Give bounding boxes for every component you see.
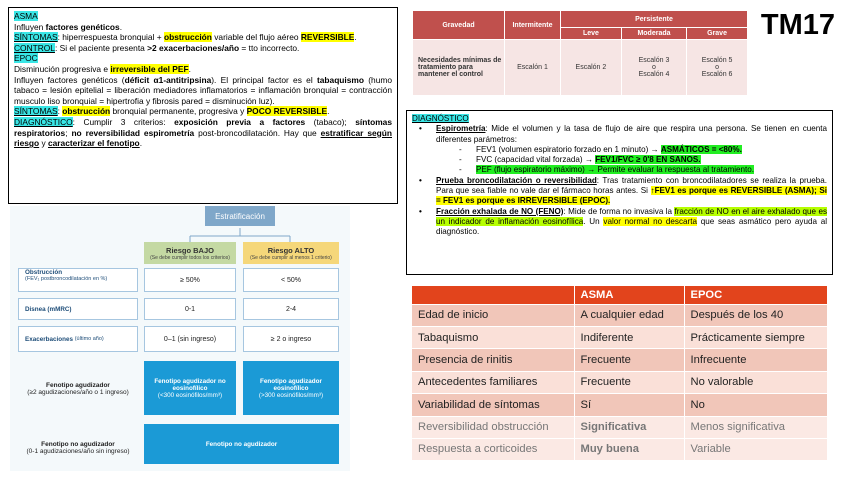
epoc-diag-g: post-broncodilatación. Hay que	[194, 127, 321, 138]
row-obstruccion-label	[18, 268, 138, 292]
epoc-sint-e: .	[327, 106, 330, 117]
table-row	[412, 371, 828, 393]
row-exacerbaciones-label	[18, 326, 138, 352]
row-exacerbaciones-low: 0–1 (sin ingreso)	[144, 326, 236, 352]
cmp-cell: Prácticamente siempre	[684, 326, 828, 348]
asma-sintomas-text2: variable del flujo aéreo	[211, 32, 301, 43]
fenotipo-eosinofilico	[243, 361, 339, 415]
gravity-moderada-2: Escalón 4	[638, 71, 670, 78]
cmp-cell: Muy buena	[574, 438, 684, 460]
risk-high-header	[243, 242, 339, 264]
row-obstruccion-low: ≥ 50%	[144, 268, 236, 292]
row-disnea-low: 0-1	[144, 298, 236, 320]
epoc-sint-a: :	[57, 106, 63, 117]
pef-highlight: → Permite evaluar la respuesta al tratamiento.	[584, 165, 755, 175]
page-tag: TM17	[760, 9, 836, 41]
cmp-header-epoc: EPOC	[684, 286, 828, 304]
gravity-header-persistente: Persistente	[561, 11, 748, 28]
gravity-intermitente: Escalón 1	[505, 40, 561, 96]
gravity-grave-o: o	[715, 64, 720, 71]
epoc-diag-e: ;	[65, 127, 72, 138]
epoc-obstruccion: obstrucción	[62, 106, 111, 117]
broncodilatacion-label: Prueba broncodilatación o reversibilidad	[436, 175, 597, 185]
table-row	[412, 394, 828, 416]
epoc-diag-j: caracterizar el fenotipo	[47, 138, 140, 149]
table-row	[412, 349, 828, 371]
gravity-sub-leve: Leve	[561, 28, 622, 40]
fenotipo-no-eos-title: Fenotipo agudizador no eosinofílico	[154, 377, 226, 392]
cmp-cell: No	[684, 394, 828, 416]
cmp-cell: Después de los 40	[684, 304, 828, 326]
epoc-diag-a: : Cumplir 3 criterios:	[72, 116, 175, 127]
epoc-poco-reversible: POCO REVERSIBLE	[246, 106, 328, 117]
feno-text: : Mide de forma no invasiva la	[563, 206, 675, 216]
fev1-item	[412, 145, 827, 155]
feno-highlight-1: fracción de NO en el aire exhalado que es un indicador de inflamación eosinofílica	[436, 206, 827, 226]
cmp-cell: Tabaquismo	[412, 326, 574, 348]
control-text2: = tto incorrecto.	[239, 42, 300, 53]
risk-high-sub: (Se debe cumplir al menos 1 criterio)	[250, 254, 332, 261]
feno-highlight-2: valor normal no descarta	[603, 216, 697, 226]
pef-item	[412, 165, 827, 175]
epoc-diag-d: síntomas respiratorios	[14, 116, 392, 138]
fenotipo-no-agudizador-box-title: Fenotipo no agudizador	[205, 440, 278, 448]
fenotipo-agudizador-label	[18, 366, 138, 412]
fenotipo-no-agudizador-title: Fenotipo no agudizador	[41, 441, 115, 448]
espirometria-label: Espirometría	[436, 124, 486, 134]
cmp-header-asma: ASMA	[574, 286, 684, 304]
epoc-sint-c: bronquial permanente, progresiva y	[110, 106, 247, 117]
epoc-line2c: ). El principal factor es el	[211, 74, 317, 85]
fev1-text: FEV1 (volumen espiratorio forzado en 1 minuto) →	[476, 144, 661, 154]
fenotipo-no-agudizador-sub: (0-1 agudizaciones/año sin ingreso)	[26, 448, 130, 455]
cmp-cell: Respuesta a corticoides	[412, 438, 574, 460]
epoc-diag-i: y	[39, 138, 48, 149]
asma-epoc-comparison	[412, 286, 828, 460]
gravity-sub-grave: Grave	[687, 28, 748, 40]
row-obstruccion-title: Obstrucción	[25, 269, 63, 276]
espirometria-text: : Mide el volumen y la tasa de flujo de aire que respira una persona. Se tienen en cuenta diferentes parámetros:	[436, 124, 827, 144]
espirometria-item	[412, 124, 827, 145]
table-row	[412, 326, 828, 348]
row-obstruccion-high: < 50%	[243, 268, 339, 292]
cmp-cell: Variable	[684, 438, 828, 460]
epoc-line1a: Disminución progresiva e	[14, 63, 111, 74]
cmp-cell: Variabilidad de síntomas	[412, 394, 574, 416]
cmp-cell: A cualquier edad	[574, 304, 684, 326]
epoc-sintomas-label: SÍNTOMAS	[14, 106, 58, 117]
fenotipo-no-eosinofilico	[144, 361, 236, 415]
asma-reversible: REVERSIBLE	[300, 32, 355, 43]
gravity-row-label: Necesidades mínimas de tratamiento para mantener el control	[413, 40, 505, 96]
epoc-tabaquismo: tabaquismo	[316, 74, 364, 85]
gravity-moderada-1: Escalón 3	[638, 57, 670, 64]
epoc-line1c: .	[188, 63, 191, 74]
row-disnea-high: 2-4	[243, 298, 339, 320]
gravity-sub-moderada: Moderada	[621, 28, 686, 40]
table-row	[412, 304, 828, 326]
gravity-table	[412, 10, 748, 96]
cmp-cell: Menos significativa	[684, 416, 828, 438]
epoc-antitripsina: déficit α1-antitripsina	[124, 74, 212, 85]
gravity-moderada	[621, 40, 686, 96]
row-exacerbaciones-sub: (último año)	[74, 336, 104, 342]
cmp-cell: Sí	[574, 394, 684, 416]
control-text1: : Si el paciente presenta	[54, 42, 148, 53]
asma-genes-text: Influyen	[14, 21, 46, 32]
fvc-text: FVC (capacidad vital forzada) →	[476, 155, 596, 165]
asma-genes-end: .	[119, 21, 123, 32]
diagnostico-box	[406, 110, 833, 275]
epoc-diag-h: estratificar según riesgo	[14, 127, 392, 149]
table-row	[412, 438, 828, 460]
cmp-cell: Frecuente	[574, 371, 684, 393]
table-row	[412, 416, 828, 438]
epoc-diag-f: no reversibilidad espirometría	[71, 127, 195, 138]
epoc-diag-c: (tabaco);	[305, 116, 356, 127]
asma-obstruccion: obstrucción	[163, 32, 212, 43]
control-label: CONTROL	[14, 42, 55, 53]
risk-low-header	[144, 242, 236, 264]
fenotipo-agudizador-title: Fenotipo agudizador	[46, 382, 110, 389]
gravity-header-intermitente: Intermitente	[505, 11, 561, 40]
gravity-grave	[687, 40, 748, 96]
gravity-header-gravedad: Gravedad	[413, 11, 505, 40]
epoc-diag-k: .	[139, 138, 143, 149]
cmp-cell: Infrecuente	[684, 349, 828, 371]
epoc-line2e: (humo tabaco = lesión epitelial = liberación mediadores inflamatorios = inflamación bronquial = contracción musculo liso bronquial = hipertrofia y fibrosis pared = disminución luz).	[14, 74, 392, 106]
gravity-grave-1: Escalón 5	[701, 57, 733, 64]
feno-label: Fracción exhalada de NO (FENO)	[436, 206, 564, 216]
gravity-moderada-o: o	[652, 64, 656, 71]
cmp-cell: Significativa	[574, 416, 684, 438]
cmp-cell: Frecuente	[574, 349, 684, 371]
cmp-cell: No valorable	[684, 371, 828, 393]
cmp-cell: Indiferente	[574, 326, 684, 348]
fenotipo-eos-sub: (>300 eosinófilos/mm³)	[258, 391, 324, 399]
feno-item	[412, 207, 827, 238]
cmp-cell: Presencia de rinitis	[412, 349, 574, 371]
row-exacerbaciones-high: ≥ 2 o ingreso	[243, 326, 339, 352]
epoc-title: EPOC	[14, 53, 38, 64]
pef-text: PEF (flujo espiratorio máximo)	[476, 165, 585, 175]
risk-high-title: Riesgo ALTO	[267, 245, 315, 255]
fenotipo-eos-title: Fenotipo agudizador eosinofílico	[260, 377, 322, 392]
feno-text3: que seas asmático pero ayuda al diagnóstico.	[436, 216, 828, 237]
epoc-diag-b: exposición previa a factores	[174, 116, 306, 127]
asma-sintomas-text1: : hiperrespuesta bronquial +	[57, 32, 164, 43]
row-disnea-title: Disnea (mMRC)	[25, 305, 72, 313]
epoc-line2a: Influyen factores genéticos (	[14, 74, 125, 85]
cmp-cell: Edad de inicio	[412, 304, 574, 326]
asma-title: ASMA	[14, 11, 38, 21]
fev1-highlight: ASMÁTICOS = <80%.	[660, 144, 742, 154]
risk-low-title: Riesgo BAJO	[166, 245, 214, 255]
broncodilatacion-text: : Tras tratamiento con broncodilatadores se realiza la prueba. Para que sea fiable no vale dar el fármaco horas antes. Si	[436, 175, 827, 196]
broncodilatacion-highlight: ↑FEV1 es porque es REVERSIBLE (ASMA); Si = FEV1 es porque es IRREVERSIBLE (EPOC).	[436, 186, 828, 206]
broncodilatacion-item	[412, 176, 827, 207]
epoc-diagnostico-label: DIAGNÓSTICO	[14, 116, 73, 127]
asma-genes-bold: factores genéticos	[45, 21, 120, 32]
risk-low-sub: (Se debe cumplir todos los criterios)	[150, 254, 230, 261]
control-bold: >2 exacerbaciones/año	[147, 42, 240, 53]
fvc-item	[412, 155, 827, 165]
diagnostico-title: DIAGNÓSTICO	[412, 114, 469, 123]
cmp-cell: Reversibilidad obstrucción	[412, 416, 574, 438]
feno-text2: . Un	[583, 216, 604, 226]
gravity-grave-2: Escalón 6	[701, 71, 733, 78]
row-disnea-label	[18, 298, 138, 320]
asma-sintomas-label: SÍNTOMAS	[14, 32, 58, 43]
fenotipo-no-agudizador-box	[144, 424, 339, 464]
fenotipo-no-eos-sub: (<300 eosinófilos/mm³)	[157, 391, 223, 399]
epoc-irreversible: irreversible del PEF	[110, 63, 189, 74]
fenotipo-no-agudizador-label	[18, 428, 138, 468]
cmp-header-blank	[412, 286, 574, 304]
asma-sintomas-end: .	[354, 32, 357, 43]
gravity-leve: Escalón 2	[561, 40, 622, 96]
fvc-highlight: FEV1/FVC ≥ 0'8 EN SANOS.	[595, 155, 701, 165]
row-obstruccion-sub: (FEV₁ postbroncodilatación en %)	[25, 276, 108, 282]
asma-epoc-notes	[8, 7, 398, 204]
cmp-cell: Antecedentes familiares	[412, 371, 574, 393]
row-exacerbaciones-title: Exacerbaciones	[25, 335, 73, 343]
strat-title: Estratificación	[205, 206, 275, 226]
stratification-diagram	[10, 206, 350, 471]
fenotipo-agudizador-sub: (≥2 agudizaciones/año o 1 ingreso)	[27, 389, 129, 396]
